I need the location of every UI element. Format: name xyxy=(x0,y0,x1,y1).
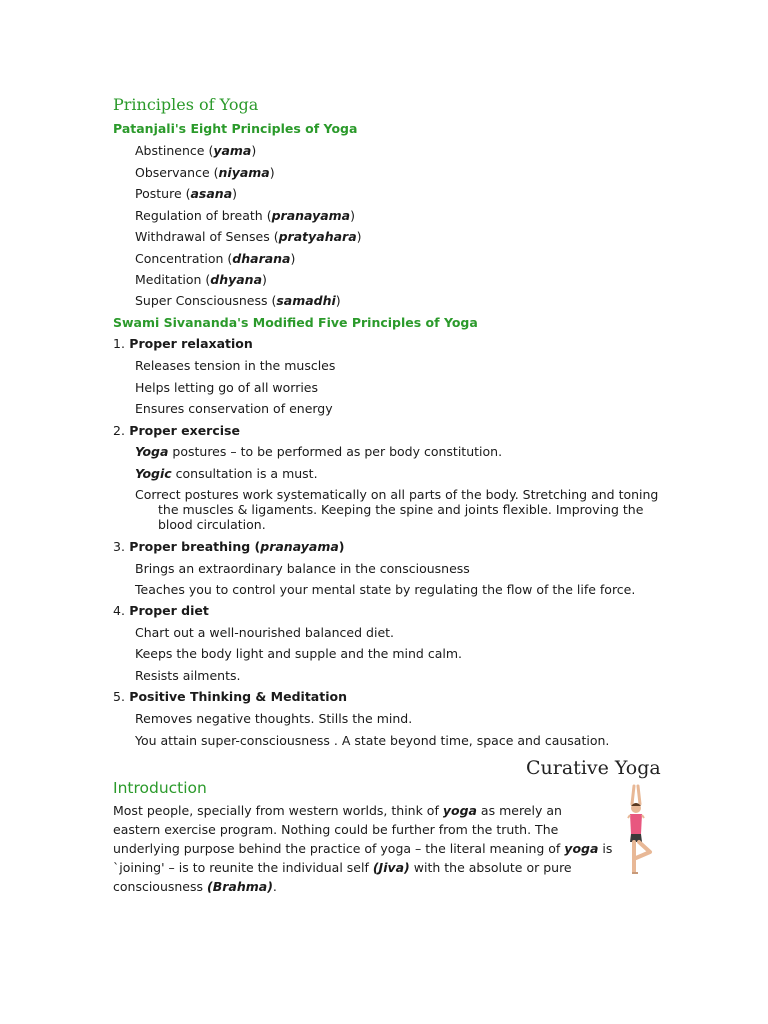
curative-yoga-title: Curative Yoga xyxy=(526,757,661,779)
list-item: Helps letting go of all worries xyxy=(135,380,319,395)
principle-heading: 1. Proper relaxation xyxy=(113,336,253,351)
patanjali-heading: Patanjali's Eight Principles of Yoga xyxy=(113,121,358,136)
principle-heading: 5. Positive Thinking & Meditation xyxy=(113,689,347,704)
list-item: Releases tension in the muscles xyxy=(135,358,336,373)
list-item: Ensures conservation of energy xyxy=(135,401,333,416)
list-item: Abstinence (yama) xyxy=(135,143,257,158)
yoga-figure-image xyxy=(612,782,660,878)
list-item: Keeps the body light and supple and the mind calm. xyxy=(135,646,462,661)
list-item: Chart out a well-nourished balanced diet. xyxy=(135,625,395,640)
list-item: Concentration (dharana) xyxy=(135,251,296,266)
principle-heading: 4. Proper diet xyxy=(113,603,209,618)
list-item: Posture (asana) xyxy=(135,186,238,201)
page-title: Principles of Yoga xyxy=(113,95,259,114)
list-item: Super Consciousness (samadhi) xyxy=(135,293,341,308)
list-item: Removes negative thoughts. Stills the mind. xyxy=(135,711,413,726)
introduction-heading: Introduction xyxy=(113,779,207,797)
list-item: Meditation (dhyana) xyxy=(135,272,267,287)
principle-heading: 3. Proper breathing (pranayama) xyxy=(113,539,345,554)
list-item: Brings an extraordinary balance in the consciousness xyxy=(135,561,470,576)
list-item: Withdrawal of Senses (pratyahara) xyxy=(135,229,362,244)
list-item: Yoga postures – to be performed as per body constitution. xyxy=(135,444,503,459)
introduction-paragraph: Most people, specially from western worlds, think of yoga as merely an eastern exercise program. Nothing could be further from the truth. The underlying purpose behind the practice of yoga – the literal meaning of yoga is `joining' – is to reunite the individual self (Jiva) with the absolute or pure consciousness (Brahma). xyxy=(113,803,613,894)
sivananda-heading: Swami Sivananda's Modified Five Principles of Yoga xyxy=(113,315,478,330)
principle-heading: 2. Proper exercise xyxy=(113,423,240,438)
list-item: Teaches you to control your mental state by regulating the flow of the life force. xyxy=(135,582,636,597)
list-item: Correct postures work systematically on all parts of the body. Stretching and toning the muscles & ligaments. Keeping the spine and joints flexible. Improving the blood circulation. xyxy=(135,487,659,532)
list-item: You attain super-consciousness . A state beyond time, space and causation. xyxy=(135,733,610,748)
list-item: Resists ailments. xyxy=(135,668,241,683)
list-item: Regulation of breath (pranayama) xyxy=(135,208,356,223)
list-item: Observance (niyama) xyxy=(135,165,275,180)
list-item: Yogic consultation is a must. xyxy=(135,466,318,481)
